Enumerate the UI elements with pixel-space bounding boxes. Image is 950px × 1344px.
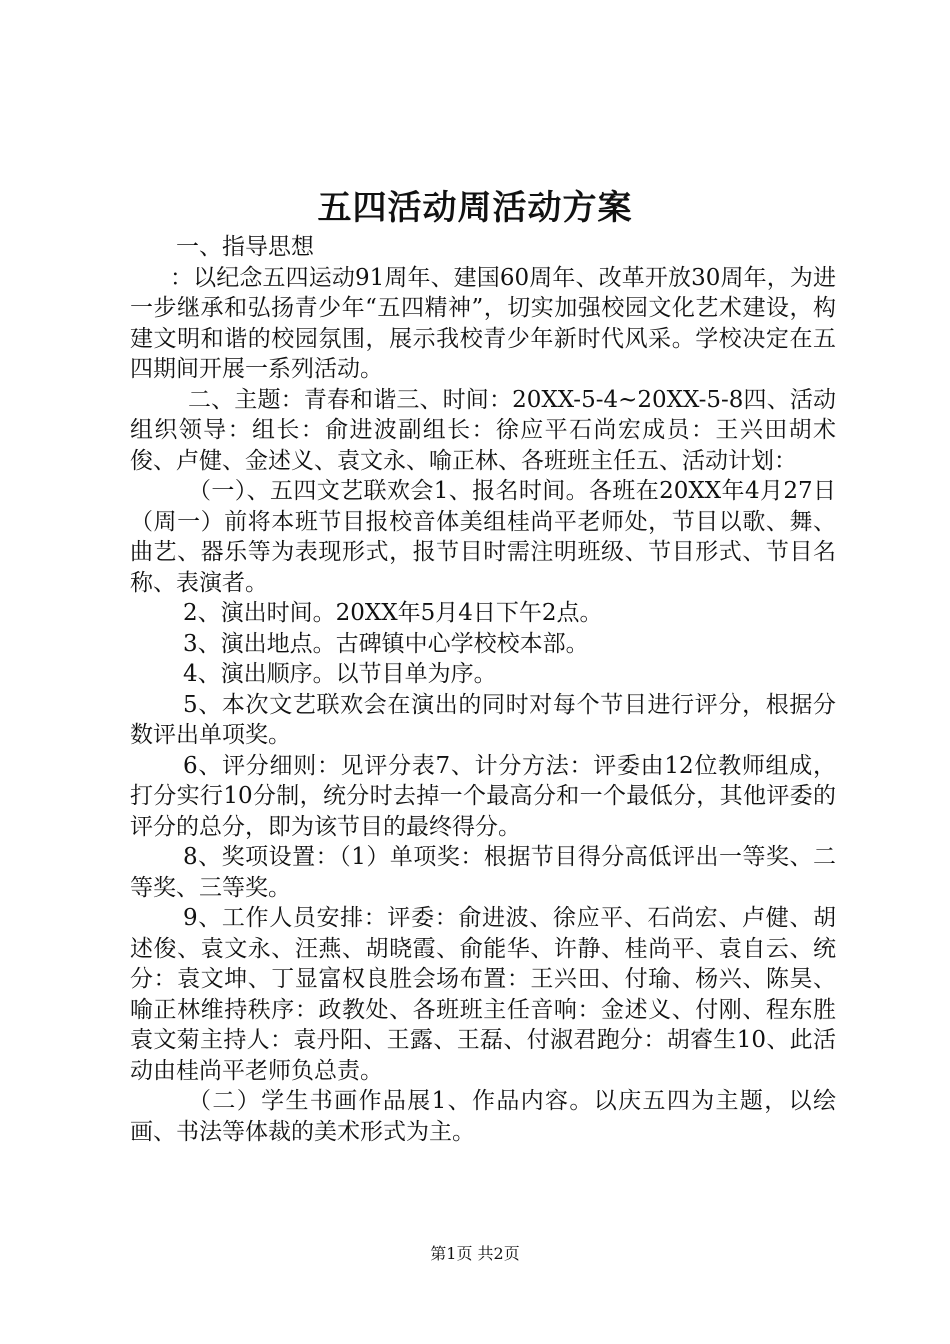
document-title: 五四活动周活动方案 [317,188,633,228]
paragraph-guiding-thought: ：以纪念五四运动91周年、建国60周年、改革开放30周年，为进一步继承和弘扬青少年“五四精神”，切实加强校园文化艺术建设，构建文明和谐的校园氛围，展示我校青少年新时代风采。学校决定在五四期间开展一系列活动。 [130,264,836,382]
document-body [130,232,836,1147]
paragraph-staff-arrangement: 9、工作人员安排：评委：俞进波、徐应平、石尚宏、卢健、胡述俊、袁文永、汪燕、胡晓霞、俞能华、许静、桂尚平、袁自云、统分：袁文坤、丁显富权良胜会场布置：王兴田、付瑜、杨兴、陈昊、喻正林维持秩序：政教处、各班班主任音响：金述义、付刚、程东胜袁文菊主持人：袁丹阳、王露、王磊、付淑君跑分：胡睿生10、此活动由桂尚平老师负总责。 [130,905,836,1084]
paragraph-gala-registration: （一）、五四文艺联欢会1、报名时间。各班在20XX年4月27日（周一）前将本班节目报校音体美组桂尚平老师处，节目以歌、舞、曲艺、器乐等为表现形式，报节目时需注明班级、节目形式、节目名称、表演者。 [130,478,836,596]
paragraph-scoring-awards: 5、本次文艺联欢会在演出的同时对每个节目进行评分，根据分数评出单项奖。 [130,691,836,748]
paragraph-award-settings: 8、奖项设置：（1）单项奖：根据节目得分高低评出一等奖、二等奖、三等奖。 [130,844,836,901]
page-footer: 第1页 共2页 [430,1244,520,1263]
paragraph-performance-venue: 3、演出地点。古碑镇中心学校校本部。 [183,630,589,657]
paragraph-scoring-rules: 6、评分细则：见评分表7、计分方法：评委由12位教师组成，打分实行10分制，统分时去掉一个最高分和一个最低分，其他评委的评分的总分，即为该节目的最终得分。 [130,752,836,840]
paragraph-art-exhibition: （二）学生书画作品展1、作品内容。以庆五四为主题，以绘画、书法等体裁的美术形式为主。 [130,1088,836,1145]
paragraph-performance-time: 2、演出时间。20XX年5月4日下午2点。 [183,600,603,626]
paragraph-theme-time-leadership: 二、主题：青春和谐三、时间：20XX-5-4~20XX-5-8四、活动组织领导：组长：俞进波副组长：徐应平石尚宏成员：王兴田胡术俊、卢健、金述义、袁文永、喻正林、各班班主任五、活动计划： [130,386,836,474]
paragraph-performance-order: 4、演出顺序。以节目单为序。 [183,661,497,687]
section-heading-guiding-thought: 一、指导思想 [176,234,314,260]
